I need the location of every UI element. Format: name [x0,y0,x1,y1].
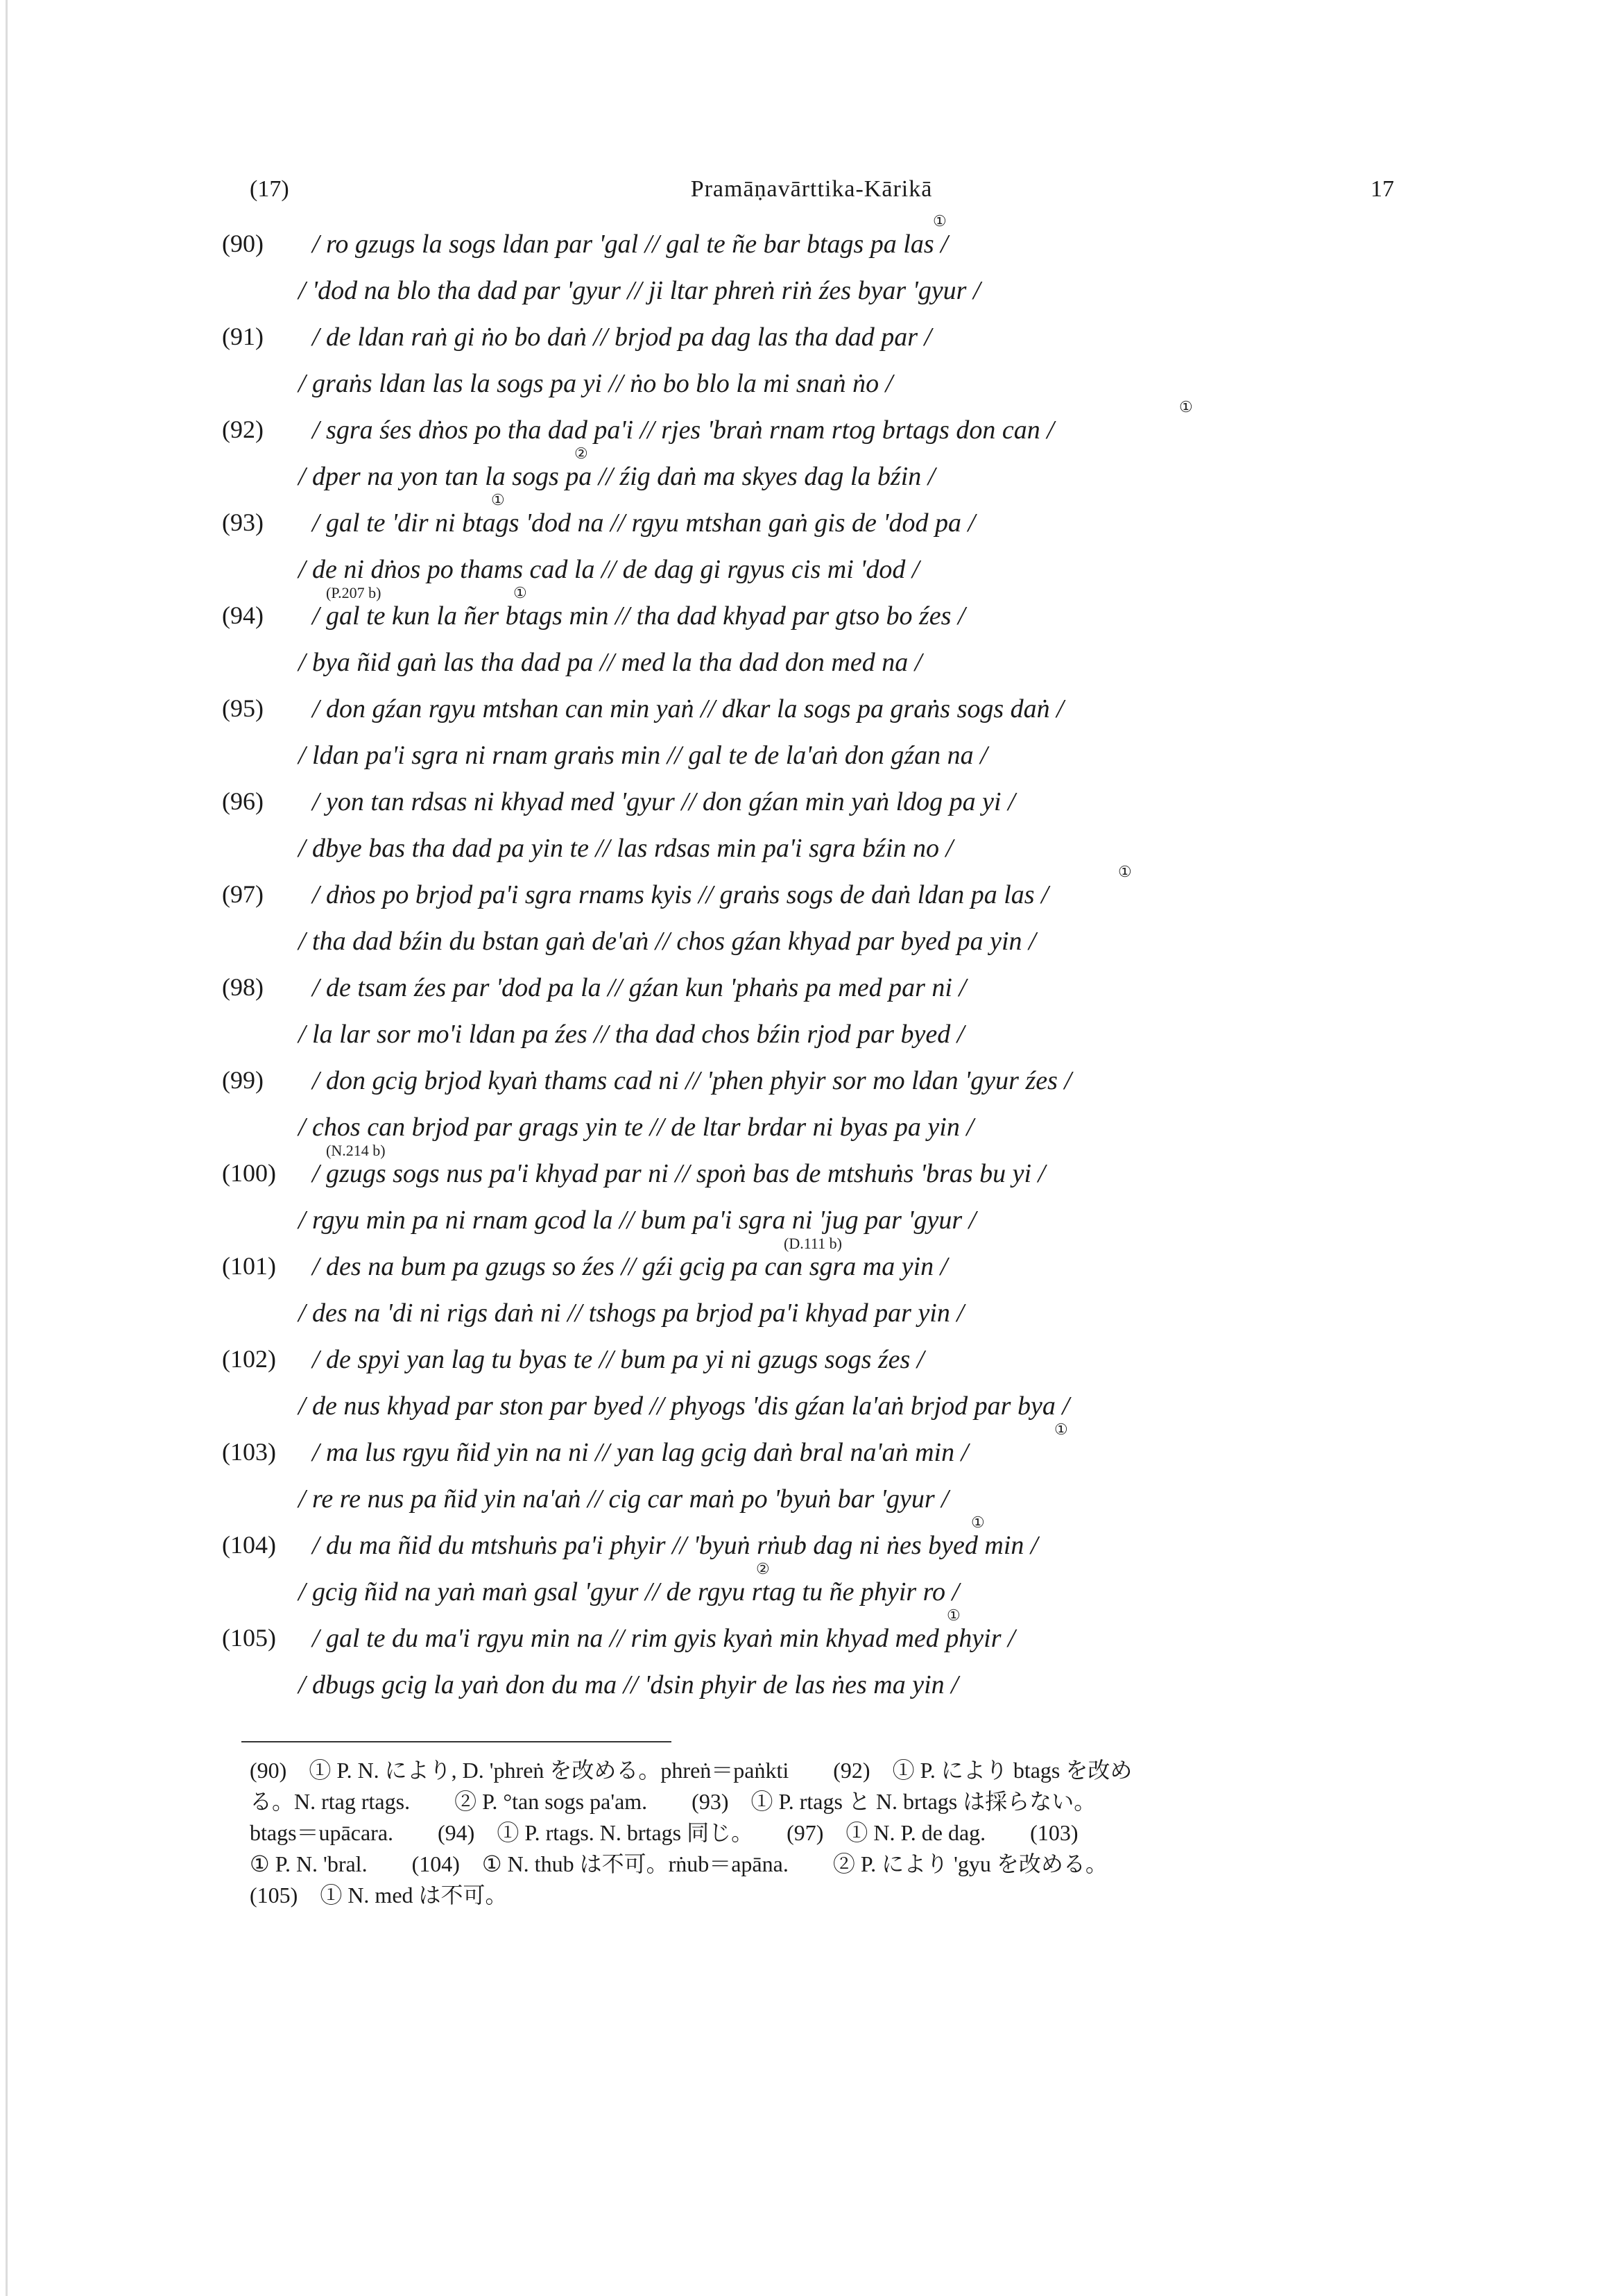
verse-number: (95) [222,694,264,722]
verse [222,491,1443,601]
verse-line-2: / graṅs ldan las la sogs pa yi // ṅo bo blo la mi snaṅ ṅo / [298,369,893,398]
verse-line-1: / sgra śes dṅos po tha dad pa'i // rjes 'braṅ rnam rtog brtags don can / [312,415,1054,445]
verse-line-1: / don gcig brjod kyaṅ thams cad ni // 'phen phyir sor mo ldan 'gyur źes / [312,1066,1072,1095]
footnote-rule [241,1741,671,1742]
verse-line-1: / gzugs sogs nus pa'i khyad par ni // spoṅ bas de mtshuṅs 'bras bu yi / [312,1159,1046,1188]
verse-line-2: / bya ñid gaṅ las tha dad pa // med la tha dad don med na / [298,648,922,677]
verse-number: (101) [222,1252,276,1280]
verse [222,1514,1443,1623]
verse [222,584,1443,694]
verse-number: (96) [222,787,264,815]
verse-line-2: / dbugs gcig la yaṅ don du ma // 'dsin phyir de las ṅes ma yin / [298,1670,959,1699]
verse-number: (103) [222,1438,276,1466]
verse-line-2: / de nus khyad par ston par byed // phyogs 'dis gźan la'aṅ brjod par bya / [298,1391,1070,1421]
verse-number: (104) [222,1531,276,1559]
verse [222,863,1443,973]
footnote-marker: (D.111 b) [784,1235,842,1252]
verse-list [222,212,1443,1716]
footnote-marker: (N.214 b) [326,1142,386,1159]
verse-line-2: / re re nus pa ñid yin na'aṅ // cig car maṅ po 'byuṅ bar 'gyur / [298,1484,949,1514]
footnote-marker: ① [971,1514,985,1531]
verse [222,1421,1443,1530]
verse-line-2: / rgyu min pa ni rnam gcod la // bum pa'i sgra ni 'jug par 'gyur / [298,1206,977,1235]
running-title: Pramāṇavārttika-Kārikā [690,176,933,202]
footnote-line: (105) ① N. med は不可。 [250,1883,508,1908]
verse-line-2: / dbye bas tha dad pa yin te // las rdsas min pa'i sgra bźin no / [298,834,954,863]
footnote-marker: ① [1179,398,1193,415]
footnote-marker: ① [933,212,947,230]
verse-line-1: / gal te 'dir ni btags 'dod na // rgyu mtshan gaṅ gis de 'dod pa / [312,508,976,538]
footnote-line: btags＝upācara. (94) ① P. rtags. N. brtags 同じ。 (97) ① N. P. de dag. (103) [250,1820,1079,1845]
footnote-marker: ① [1054,1421,1068,1438]
footnotes [250,1755,1429,1911]
page-edge [6,0,8,2296]
verse-number: (98) [222,973,264,1001]
verse-line-2: / 'dod na blo tha dad par 'gyur // ji ltar phreṅ riṅ źes byar 'gyur / [298,276,981,305]
verse-line-2: / dper na yon tan la sogs pa // źig daṅ ma skyes dag la bźin / [298,462,936,491]
verse [222,1607,1443,1716]
footnote-marker: ① [947,1607,961,1624]
page-number-right: 17 [1371,176,1394,202]
verse [222,1344,1443,1437]
verse-line-1: / de ldan raṅ gi ṅo bo daṅ // brjod pa dag las tha dad par / [312,323,932,352]
verse-line-2: / des na 'di ni rigs daṅ ni // tshogs pa brjod pa'i khyad par yin / [298,1299,964,1328]
footnote-marker: (P.207 b) [326,584,381,601]
verse-number: (105) [222,1624,276,1652]
footnote-marker: ② [574,445,588,462]
verse-line-1: / ma lus rgyu ñid yin na ni // yan lag gcig daṅ bral na'aṅ min / [312,1438,969,1467]
verse-line-1: / du ma ñid du mtshuṅs pa'i phyir // 'byuṅ rṅub dag ni ṅes byed min / [312,1531,1038,1560]
verse-line-1: / don gźan rgyu mtshan can min yaṅ // dkar la sogs pa graṅs sogs daṅ / [312,694,1064,723]
verse-line-1: / des na bum pa gzugs so źes // gźi gcig pa can sgra ma yin / [312,1252,948,1281]
verse-number: (99) [222,1066,264,1094]
verse [222,1065,1443,1158]
verse-line-2: / chos can brjod par grags yin te // de ltar brdar ni byas pa yin / [298,1113,974,1142]
footnote-marker: ① [491,491,505,508]
verse [222,212,1443,322]
verse-number: (102) [222,1345,276,1373]
footnote-line: る。N. rtag rtags. ② P. °tan sogs pa'am. (93) ① P. rtags と N. brtags は採らない。 [250,1789,1097,1814]
verse-number: (93) [222,508,264,536]
page-number-left: (17) [250,176,289,202]
verse-line-1: / dṅos po brjod pa'i sgra rnams kyis // graṅs sogs de daṅ ldan pa las / [312,880,1049,909]
verse [222,322,1443,415]
verse-number: (100) [222,1159,276,1187]
verse-line-2: / de ni dṅos po thams cad la // de dag gi rgyus cis mi 'dod / [298,555,920,584]
verse-number: (90) [222,230,264,257]
verse-line-1: / gal te kun la ñer btags min // tha dad khyad par gtso bo źes / [312,601,965,631]
verse-number: (92) [222,415,264,443]
verse-line-1: / de tsam źes par 'dod pa la // gźan kun 'phaṅs pa med par ni / [312,973,967,1002]
verse [222,787,1443,880]
verse-line-2: / gcig ñid na yaṅ maṅ gsal 'gyur // de rgyu rtag tu ñe phyir ro / [298,1577,960,1607]
verse [222,973,1443,1065]
footnote-line: ① P. N. 'bral. (104) ① N. thub は不可。rṅub＝apāna. ② P. により 'gyu を改める。 [250,1851,1108,1876]
verse-line-1: / gal te du ma'i rgyu min na // rim gyis kyaṅ min khyad med phyir / [312,1624,1015,1653]
verse-line-2: / la lar sor mo'i ldan pa źes // tha dad chos bźin rjod par byed / [298,1020,965,1049]
verse-line-2: / ldan pa'i sgra ni rnam graṅs min // gal te de la'aṅ don gźan na / [298,741,988,770]
verse-line-1: / yon tan rdsas ni khyad med 'gyur // don gźan min yaṅ ldog pa yi / [312,787,1015,816]
verse-number: (91) [222,323,264,350]
footnote-line: (90) ① P. N. により, D. 'phreṅ を改める。phreṅ＝paṅkti (92) ① P. により btags を改め [250,1758,1133,1783]
verse-number: (94) [222,601,264,629]
footnote-marker: ① [1118,863,1132,880]
verse-line-2: / tha dad bźin du bstan gaṅ de'aṅ // chos gźan khyad par byed pa yin / [298,927,1036,956]
verse-line-1: / ro gzugs la sogs ldan par 'gal // gal te ñe bar btags pa las / [312,230,948,259]
verse [222,398,1443,508]
verse [222,1235,1443,1344]
footnote-marker: ① [513,584,527,601]
verse-number: (97) [222,880,264,908]
verse-line-1: / de spyi yan lag tu byas te // bum pa yi ni gzugs sogs źes / [312,1345,925,1374]
verse [222,694,1443,787]
footnote-marker: ② [756,1560,770,1577]
